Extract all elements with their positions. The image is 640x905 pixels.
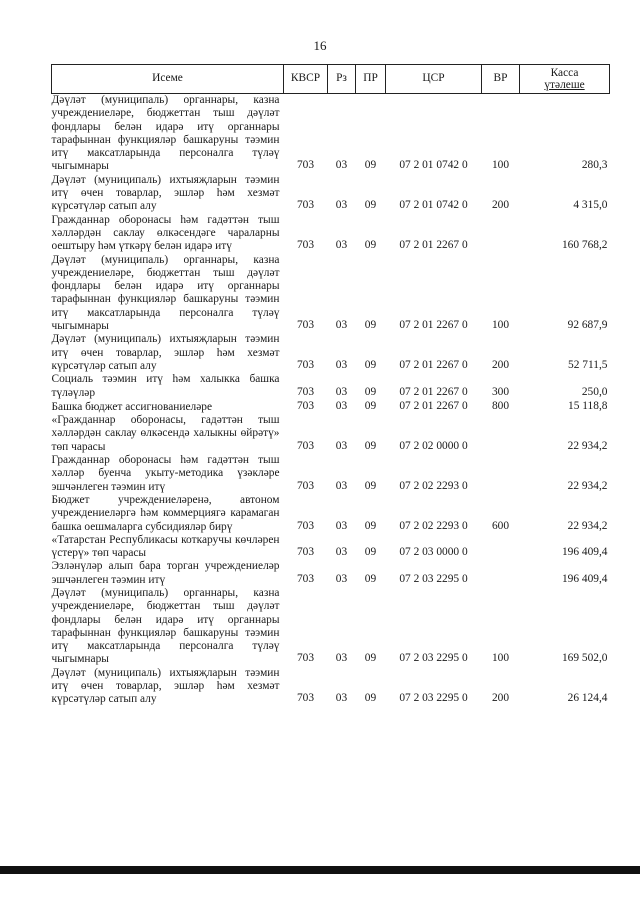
row-rz: 03	[335, 319, 348, 332]
row-name: Дәүләт (муниципаль) органнары, казна учреждениеләре, бюджеттан тыш дәүләт фондлары белән идарә итү органнары тарафыннан функцияләр башкаруны тәэмин итү максатларында персоналга түләү чыгымнары	[51, 94, 280, 173]
row-amount: 22 934,2	[567, 439, 608, 452]
row-amount: 26 124,4	[567, 692, 608, 705]
row-amount: 22 934,2	[567, 519, 608, 532]
header-kassa-line2: үтәлеше	[544, 79, 585, 91]
row-amount: 22 934,2	[567, 479, 608, 492]
row-kvsr: 703	[296, 439, 315, 452]
row-name: Дәүләт (муниципаль) органнары, казна учреждениеләре, бюджеттан тыш дәүләт фондлары белән идарә итү органнары тарафыннан функцияләр башкаруны тәэмин итү максатларында персоналга түләү чыгымнары	[51, 253, 280, 333]
row-csr: 07 2 03 2295 0	[399, 572, 468, 585]
row-vr: 600	[491, 519, 510, 532]
row-vr: 800	[491, 399, 510, 412]
row-pr: 09	[364, 319, 377, 332]
row-name: «Татарстан Республикасы коткаручы көчләрен үстерү» төп чарасы	[51, 533, 280, 560]
row-rz: 03	[335, 239, 348, 252]
row-name: Дәүләт (муниципаль) ихтыяҗларын тәэмин итү өчен товарлар, эшләр һәм хезмәт күрсәтүләр сатып алу	[51, 333, 280, 372]
row-vr: 200	[491, 692, 510, 705]
header-name: Исеме	[52, 65, 284, 94]
row-csr: 07 2 01 2267 0	[399, 399, 468, 412]
row-csr: 07 2 03 2295 0	[399, 652, 468, 665]
table-body	[52, 94, 610, 707]
row-pr: 09	[364, 399, 377, 412]
row-name: Дәүләт (муниципаль) ихтыяҗларын тәэмин итү өчен товарлар, эшләр һәм хезмәт күрсәтүләр сатып алу	[51, 666, 280, 706]
row-vr: 200	[491, 199, 510, 212]
table-row	[52, 214, 610, 254]
row-pr: 09	[364, 358, 377, 371]
row-kvsr: 703	[296, 358, 315, 371]
table-row	[52, 373, 610, 400]
row-pr: 09	[364, 159, 377, 172]
row-csr: 07 2 01 0742 0	[399, 199, 468, 212]
row-kvsr: 703	[296, 239, 315, 252]
row-amount: 4 315,0	[573, 199, 608, 212]
row-kvsr: 703	[296, 652, 315, 665]
row-amount: 160 768,2	[561, 239, 608, 252]
row-name: Дәүләт (муниципаль) органнары, казна учреждениеләре, бюджеттан тыш дәүләт фондлары белән идарә итү органнары тарафыннан функцияләр башкаруны тәэмин итү максатларында персоналга түләү чыгымнары	[51, 586, 280, 666]
row-csr: 07 2 01 2267 0	[399, 358, 468, 371]
row-kvsr: 703	[296, 319, 315, 332]
header-kassa	[520, 65, 610, 94]
row-vr: 200	[491, 358, 510, 371]
row-name: Эзләнүләр алып бара торган учреждениеләр эшчәнлеген тәэмин итү	[51, 560, 280, 586]
row-csr: 07 2 02 0000 0	[399, 439, 468, 452]
row-rz: 03	[335, 159, 348, 172]
row-name: Гражданнар оборонасы һәм гадәттән тыш хәлләрдән саклау өлкәсендәге чараларны оештыру һәм үткәрү белән идарә итү	[51, 213, 280, 253]
header-csr: ЦСР	[386, 65, 482, 94]
row-pr: 09	[364, 239, 377, 252]
row-pr: 09	[364, 385, 377, 398]
table-row	[52, 174, 610, 214]
row-amount: 280,3	[581, 159, 608, 172]
header-vr: ВР	[482, 65, 520, 94]
row-pr: 09	[364, 479, 377, 492]
page-number: 16	[313, 38, 327, 53]
table-row	[52, 414, 610, 454]
row-vr	[482, 214, 520, 254]
row-vr: 100	[491, 159, 510, 172]
row-rz: 03	[335, 399, 348, 412]
row-rz: 03	[335, 519, 348, 532]
row-csr: 07 2 01 2267 0	[399, 239, 468, 252]
row-vr	[482, 454, 520, 494]
row-csr: 07 2 02 2293 0	[399, 519, 468, 532]
row-rz: 03	[335, 572, 348, 585]
table-row	[52, 667, 610, 707]
row-csr: 07 2 01 2267 0	[399, 319, 468, 332]
row-amount: 15 118,8	[568, 399, 608, 412]
scan-bottom-bar	[0, 866, 640, 874]
header-kvsr: КВСР	[284, 65, 328, 94]
row-kvsr: 703	[296, 546, 315, 559]
row-kvsr: 703	[296, 519, 315, 532]
row-rz: 03	[335, 479, 348, 492]
row-pr: 09	[364, 572, 377, 585]
row-kvsr: 703	[296, 399, 315, 412]
table-header-row	[52, 65, 610, 94]
row-name: «Гражданнар оборонасы, гадәттән тыш хәлләрдән саклау өлкәсендә халыкны өйрәтү» төп чарасы	[51, 414, 280, 453]
row-csr: 07 2 03 2295 0	[399, 692, 468, 705]
row-name: Гражданнар оборонасы һәм гадәттән тыш хәлләр буенча укыту-методика үзәкләре эшчәнлеген тәэмин итү	[51, 454, 280, 493]
row-vr: 100	[491, 319, 510, 332]
table-row	[52, 534, 610, 561]
row-csr: 07 2 02 2293 0	[399, 479, 468, 492]
table-row	[52, 560, 610, 587]
row-rz: 03	[335, 546, 348, 559]
row-amount: 92 687,9	[567, 319, 608, 332]
row-kvsr: 703	[296, 479, 315, 492]
row-pr: 09	[364, 652, 377, 665]
row-amount: 196 409,4	[561, 572, 608, 585]
table-row	[52, 400, 610, 414]
row-pr: 09	[364, 546, 377, 559]
row-amount: 250,0	[581, 385, 608, 398]
row-csr: 07 2 03 0000 0	[399, 546, 468, 559]
row-amount: 52 711,5	[568, 358, 608, 371]
row-amount: 169 502,0	[561, 652, 608, 665]
row-vr	[482, 534, 520, 561]
row-amount: 196 409,4	[561, 546, 608, 559]
header-pr: ПР	[356, 65, 386, 94]
row-rz: 03	[335, 199, 348, 212]
row-rz: 03	[335, 439, 348, 452]
row-kvsr: 703	[296, 572, 315, 585]
header-kassa-line1: Касса	[550, 67, 579, 79]
budget-table	[51, 64, 610, 707]
row-vr	[482, 414, 520, 454]
row-name: Бюджет учреждениеләренә, автоном учреждениеләргә һәм коммерциягә карамаган башка оешмаларга субсидияләр бирү	[51, 493, 280, 533]
row-csr: 07 2 01 2267 0	[399, 385, 468, 398]
row-rz: 03	[335, 385, 348, 398]
row-name: Башка бюджет ассигнованиеләре	[51, 400, 213, 413]
row-kvsr: 703	[296, 692, 315, 705]
row-vr: 100	[491, 652, 510, 665]
row-rz: 03	[335, 358, 348, 371]
header-rz: Рз	[328, 65, 356, 94]
table-row	[52, 333, 610, 373]
row-kvsr: 703	[296, 199, 315, 212]
row-csr: 07 2 01 0742 0	[399, 159, 468, 172]
row-kvsr: 703	[296, 385, 315, 398]
row-pr: 09	[364, 519, 377, 532]
row-rz: 03	[335, 652, 348, 665]
table-row	[52, 454, 610, 494]
row-pr: 09	[364, 439, 377, 452]
row-pr: 09	[364, 692, 377, 705]
table-row	[52, 254, 610, 334]
row-name: Дәүләт (муниципаль) ихтыяҗларын тәэмин итү өчен товарлар, эшләр һәм хезмәт күрсәтүләр сатып алу	[51, 173, 280, 213]
row-vr: 300	[491, 385, 510, 398]
row-rz: 03	[335, 692, 348, 705]
table-row	[52, 587, 610, 667]
row-vr	[482, 560, 520, 587]
table-row	[52, 494, 610, 534]
row-kvsr: 703	[296, 159, 315, 172]
table-row	[52, 94, 610, 174]
row-pr: 09	[364, 199, 377, 212]
row-name: Социаль тәэмин итү һәм халыкка башка түләүләр	[51, 373, 280, 399]
